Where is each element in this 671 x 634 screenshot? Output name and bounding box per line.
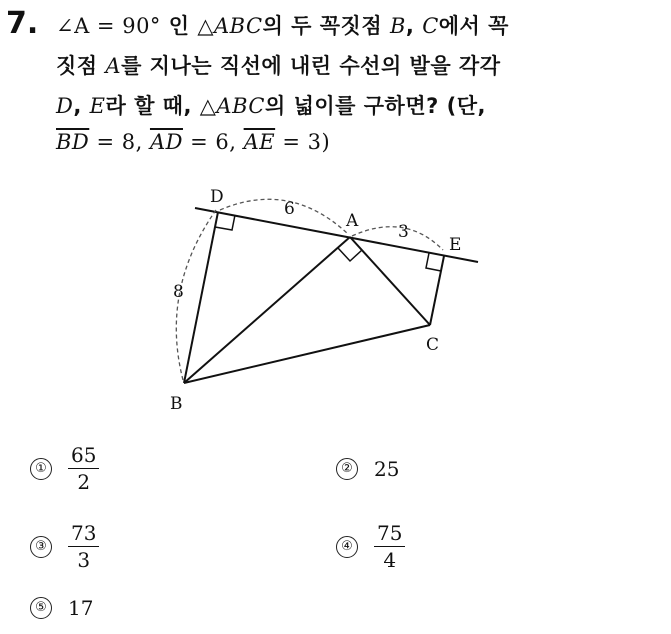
angle-expression: ∠A = 90°	[56, 14, 161, 38]
option-mark: ④	[336, 536, 358, 558]
label-b: B	[170, 394, 183, 414]
label-a: A	[346, 211, 359, 231]
ad-value: = 6,	[182, 130, 244, 154]
question-number: 7.	[6, 6, 39, 41]
point-d-ref: D	[56, 94, 74, 118]
text-fragment: ,	[73, 94, 90, 118]
option-fraction	[68, 520, 99, 573]
option-mark: ③	[30, 536, 52, 558]
denominator: 2	[77, 470, 91, 494]
option-mark: ①	[30, 458, 52, 480]
length-ae: 3	[398, 222, 409, 242]
option-value: 17	[68, 596, 94, 620]
segment-ae: $\overline{AE}$	[243, 130, 276, 154]
text-fragment: 인	[160, 14, 198, 38]
option-2[interactable]	[336, 457, 399, 481]
option-4[interactable]	[336, 520, 405, 573]
ae-value: = 3)	[275, 130, 331, 154]
segment-bd: $\overline{BD}$	[56, 130, 90, 154]
length-da: 6	[284, 199, 295, 219]
right-angle-mark-e	[426, 253, 441, 271]
option-mark: ⑤	[30, 597, 52, 619]
point-b-ref: B	[389, 14, 406, 38]
label-c: C	[426, 335, 440, 355]
label-d: D	[210, 187, 224, 207]
option-mark: ②	[336, 458, 358, 480]
right-angle-mark-a	[338, 248, 362, 261]
option-value: 25	[374, 457, 400, 481]
triangle-abc: △ABC	[199, 94, 265, 118]
segment-ad: $\overline{AD}$	[149, 130, 183, 154]
length-bd: 8	[173, 282, 184, 302]
option-1[interactable]	[30, 442, 99, 495]
point-c-ref: C	[422, 14, 439, 38]
option-fraction	[374, 520, 405, 573]
point-a-ref: A	[105, 54, 122, 78]
option-5[interactable]	[30, 596, 93, 620]
option-3[interactable]	[30, 520, 99, 573]
text-fragment: 라 할 때,	[105, 94, 200, 118]
option-fraction	[68, 442, 99, 495]
numerator: 73	[68, 520, 99, 547]
bd-value: = 8,	[89, 130, 150, 154]
point-e-ref: E	[89, 94, 106, 118]
right-angle-mark-d	[215, 215, 235, 230]
text-fragment: 의 넓이를 구하면? (단,	[264, 94, 486, 118]
text-fragment: 의 두 꼭짓점	[262, 14, 390, 38]
numerator: 65	[68, 442, 99, 469]
text-fragment: 짓점	[56, 54, 106, 78]
denominator: 3	[77, 548, 91, 572]
segment-bc-line	[184, 325, 430, 383]
denominator: 4	[383, 548, 397, 572]
text-fragment: ,	[405, 14, 423, 38]
label-e: E	[449, 235, 462, 255]
line-through-a	[195, 208, 478, 262]
numerator: 75	[374, 520, 405, 547]
text-fragment: 를 지나는 직선에 내린 수선의 발을 각각	[121, 54, 501, 78]
segment-ce-line	[430, 256, 444, 325]
triangle-abc: △ABC	[197, 14, 263, 38]
text-fragment: 에서 꼭	[438, 14, 509, 38]
